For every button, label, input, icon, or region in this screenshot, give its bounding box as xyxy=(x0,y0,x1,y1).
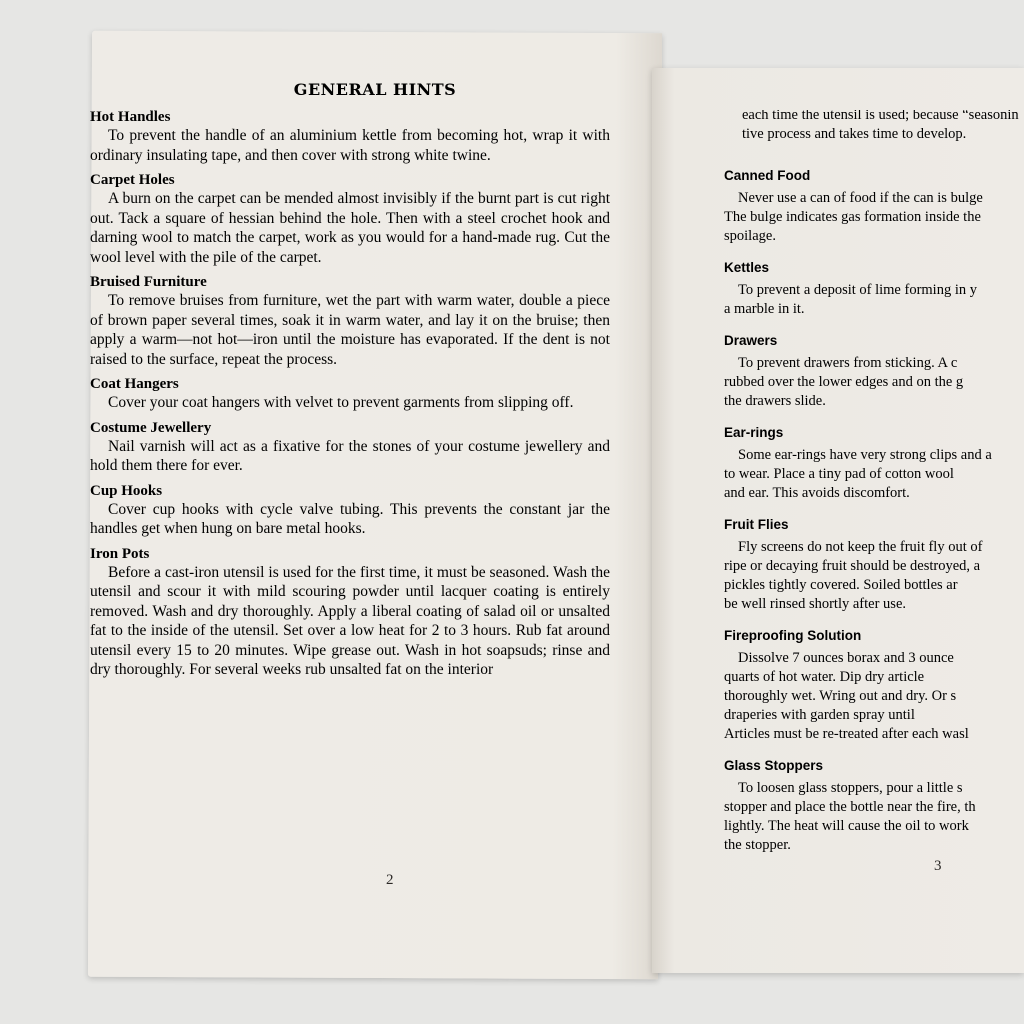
section-line: stopper and place the bottle near the fire, th xyxy=(724,799,976,815)
section-body xyxy=(724,649,1024,744)
left-sections xyxy=(90,109,610,680)
section-line: The bulge indicates gas formation inside the xyxy=(724,209,981,225)
section-line: draperies with garden spray until xyxy=(724,707,915,723)
section-body xyxy=(724,281,1024,319)
section-title: Carpet Holes xyxy=(90,172,175,188)
section-line: Articles must be re-treated after each wasl xyxy=(724,726,969,742)
right-intro-line: tive process and takes time to develop. xyxy=(742,126,967,142)
section-line: rubbed over the lower edges and on the g xyxy=(724,374,964,390)
section-title: Glass Stoppers xyxy=(724,758,824,773)
section-line: ripe or decaying fruit should be destroyed, a xyxy=(724,558,981,574)
right-intro-line: each time the utensil is used; because “seasonin xyxy=(742,110,1019,123)
section-title: Bruised Furniture xyxy=(90,274,207,290)
right-page-content xyxy=(724,110,1024,869)
section-title: Fireproofing Solution xyxy=(724,628,862,643)
section-line: Some ear-rings have very strong clips and a xyxy=(738,447,992,463)
section-line: a marble in it. xyxy=(724,301,805,317)
section-body: Nail varnish will act as a fixative for the stones of your costume jewellery and hold them there for ever. xyxy=(90,437,610,474)
section-body: Cover cup hooks with cycle valve tubing. This prevents the constant jar the handles get when hung on bare metal hooks. xyxy=(90,500,610,537)
section-title: Hot Handles xyxy=(90,109,171,125)
section-line: thoroughly wet. Wring out and dry. Or s xyxy=(724,688,957,704)
right-intro xyxy=(724,110,1024,144)
section-body: A burn on the carpet can be mended almost invisibly if the burnt part is cut right out. Tack a square of hessian behind the hole. Then with a steel crochet hook and darning wool to match the carpet, work as you would for a hand-made rug. Cut the wool level with the pile of the carpet. xyxy=(90,190,610,266)
section-title: Cup Hooks xyxy=(90,482,163,499)
section-title: Ear-rings xyxy=(724,425,784,440)
section-body xyxy=(724,538,1024,614)
page-number-left: 2 xyxy=(386,872,394,888)
section-title: Costume Jewellery xyxy=(90,419,212,436)
section-title: Fruit Flies xyxy=(724,517,789,532)
section-line: To loosen glass stoppers, pour a little s xyxy=(738,780,963,796)
section-body: Cover your coat hangers with velvet to prevent garments from slipping off. xyxy=(108,394,574,411)
section-body xyxy=(724,779,1024,855)
section-line: Dissolve 7 ounces borax and 3 ounce xyxy=(738,650,954,666)
section-body xyxy=(724,354,1024,411)
section-line: to wear. Place a tiny pad of cotton wool xyxy=(724,466,954,482)
section-title: Iron Pots xyxy=(90,545,150,562)
section-line: quarts of hot water. Dip dry article xyxy=(724,669,925,685)
right-sections xyxy=(724,168,1024,855)
section-line: pickles tightly covered. Soiled bottles ar xyxy=(724,577,958,593)
section-body xyxy=(724,189,1024,246)
section-line: To prevent drawers from sticking. A c xyxy=(738,355,958,371)
section-title: Kettles xyxy=(724,260,770,275)
section-line: and ear. This avoids discomfort. xyxy=(724,485,910,501)
section-title: Canned Food xyxy=(724,168,811,183)
section-line: be well rinsed shortly after use. xyxy=(724,596,907,612)
left-page-content xyxy=(90,80,610,687)
section-line: the drawers slide. xyxy=(724,393,826,409)
section-title: Drawers xyxy=(724,333,778,348)
section-body: To prevent the handle of an aluminium kettle from becoming hot, wrap it with ordinary insulating tape, and then cover with strong white twine. xyxy=(90,127,610,164)
section-body: To remove bruises from furniture, wet the part with warm water, double a piece of brown paper several times, soak it in warm water, and lay it on the bruise; then apply a warm—not hot—iron until the moisture has evaporated. If the dent is not raised to the surface, repeat the process. xyxy=(90,292,610,368)
section-line: spoilage. xyxy=(724,228,776,244)
section-line: the stopper. xyxy=(724,837,791,853)
section-title: Coat Hangers xyxy=(90,376,179,392)
section-line: lightly. The heat will cause the oil to work xyxy=(724,818,969,834)
section-line: Never use a can of food if the can is bulge xyxy=(738,190,983,206)
section-line: To prevent a deposit of lime forming in y xyxy=(738,282,977,298)
page-number-right: 3 xyxy=(934,858,942,874)
section-line: Fly screens do not keep the fruit fly out of xyxy=(738,539,983,555)
section-body xyxy=(724,446,1024,503)
page-heading: GENERAL HINTS xyxy=(293,80,457,99)
section-body: Before a cast-iron utensil is used for the first time, it must be seasoned. Wash the utensil and scour it with mild scouring powder until lacquer coating is entirely removed. Wash and dry thoroughly. Apply a liberal coating of salad oil or unsalted fat to the inside of the utensil. Set over a low heat for 2 to 3 hours. Rub fat around utensil every 15 to 20 minutes. Wipe grease out. Wash in hot soapsuds; rinse and dry thoroughly. For several weeks rub unsalted fat on the interior xyxy=(90,563,610,678)
